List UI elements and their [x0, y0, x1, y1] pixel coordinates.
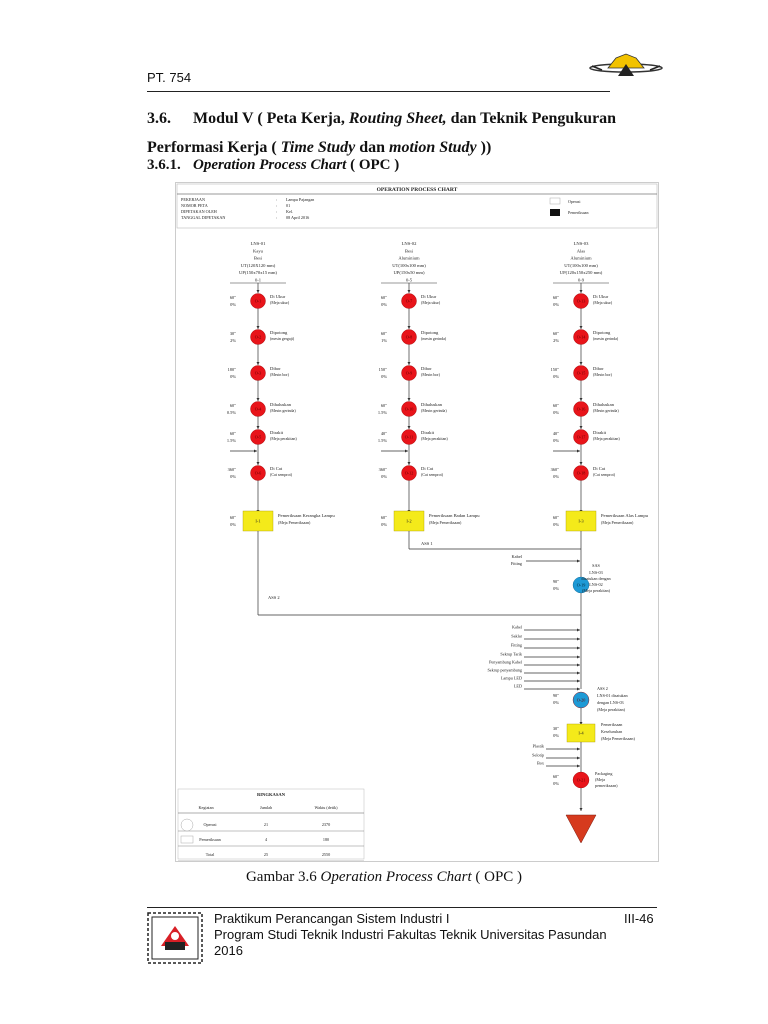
- info-label-0: PEKERJAAN: [181, 197, 205, 202]
- info-colon-3: :: [276, 215, 278, 220]
- col2-op-2-time: 60": [380, 331, 387, 336]
- col3-op-4-label: Dihaluskan: [593, 402, 614, 407]
- sas-op-time: 90": [552, 579, 559, 584]
- col2-op-5-code: O-11: [404, 434, 414, 440]
- input2-arrow-0-head: [577, 629, 580, 632]
- col2-op-6-sub: (Cat semprot): [421, 472, 444, 477]
- col1-op-4-sub: (Mesin gerinda): [270, 408, 296, 413]
- footer-rule: [147, 907, 657, 908]
- info-value-0: Lampu Pajangan: [286, 197, 315, 202]
- col2-op-5-label: Dirakit: [421, 430, 435, 435]
- input2-label-4: Penyambung Kabel: [489, 659, 522, 665]
- col1-op-6-label: Di Cat: [270, 466, 283, 471]
- asm2-op-time: 90": [552, 693, 559, 698]
- col3-op-2-label: Dipotong: [593, 330, 611, 335]
- pack-op-line-2: pemeriksaan): [595, 783, 618, 788]
- pack-input-label-2: Box: [537, 760, 544, 766]
- col1-insp-time: 60": [229, 515, 236, 520]
- col2-op-5-time: 40": [380, 431, 387, 436]
- info-label-2: DIPETAKAN OLEH: [181, 209, 217, 214]
- col1-op-1-code: O-1: [254, 298, 262, 304]
- final-insp-time: 30": [552, 726, 559, 731]
- col3-op-5-sub: (Meja perakitan): [593, 436, 620, 441]
- col3-flow-3-head: [580, 398, 583, 401]
- info-colon-1: :: [276, 203, 278, 208]
- col2-op-1-label: Di Ukur: [421, 294, 437, 299]
- input2-label-5: Sekrup penyambung: [487, 667, 522, 673]
- col2-head-3: UT(100x100 mm): [392, 262, 426, 268]
- col3-input-5-head: [577, 450, 580, 453]
- summary-row-2-name: Total: [205, 852, 215, 857]
- col2-op-6-code: O-12: [404, 470, 414, 476]
- col3-insp-time: 60": [552, 515, 559, 520]
- input2-arrow-1-head: [577, 638, 580, 641]
- section-title-line2c: )): [476, 139, 492, 156]
- section-title-line2b: dan: [355, 139, 390, 156]
- info-value-2: Kel.: [286, 209, 294, 214]
- final-insp-line-1: Keseluruhan: [601, 729, 623, 734]
- col3-op-2-sub: (mesin gerinda): [593, 336, 619, 341]
- col2-op-5-pct: 1.5%: [377, 438, 387, 443]
- col1-op-5-time: 60": [229, 431, 236, 436]
- col3-flow-start-head: [580, 290, 583, 293]
- col3-op-6-code: O-18: [576, 470, 586, 476]
- flow-to-storage-head: [580, 808, 583, 811]
- col2-insp-code: I-2: [406, 518, 412, 524]
- col1-head-2: Besi: [253, 255, 263, 261]
- pack-op-time: 60": [552, 774, 559, 779]
- col1-insp-sub: (Meja Pemeriksaan): [278, 520, 311, 525]
- col3-op-1-time: 60": [552, 295, 559, 300]
- col3-head-4: UP(120x150x250 mm): [559, 270, 603, 276]
- legend-insp-swatch: [550, 209, 560, 216]
- col2-flow-2-head: [408, 362, 411, 365]
- col1-op-6-code: O-6: [254, 470, 262, 476]
- col3-op-5-time: 40": [552, 431, 559, 436]
- pack-input-label-0: Plastik: [532, 743, 544, 749]
- section-title-line2a: Performasi Kerja (: [147, 139, 281, 156]
- col1-op-2-pct: 2%: [230, 338, 236, 343]
- col3-op-1-pct: 0%: [553, 302, 559, 307]
- col2-insp-time: 60": [380, 515, 387, 520]
- col3-op-2-time: 60": [552, 331, 559, 336]
- col3-op-6-sub: (Cat semprot): [593, 472, 616, 477]
- pack-op-line-0: Packaging: [595, 771, 613, 776]
- final-insp-code: I-4: [578, 730, 584, 736]
- col2-input-5-head: [405, 450, 408, 453]
- col1-head-1: Kayu: [253, 248, 263, 254]
- input2-arrow-6-head: [577, 680, 580, 683]
- university-logo-icon: [588, 52, 664, 82]
- col3-op-4-pct: 0%: [553, 410, 559, 415]
- col3-op-2-pct: 2%: [553, 338, 559, 343]
- col1-op-3-time: 180": [227, 367, 236, 372]
- asm2-op-line-2: dengan LNS-03: [597, 700, 624, 705]
- col1-insp-code: I-1: [255, 518, 261, 524]
- input2-arrow-5-head: [577, 672, 580, 675]
- col2-op-4-pct: 1.5%: [377, 410, 387, 415]
- col1-op-2-time: 30": [229, 331, 236, 336]
- col2-op-4-time: 60": [380, 403, 387, 408]
- col1-op-4-pct: 0.5%: [226, 410, 236, 415]
- col2-op-6-time: 360": [378, 467, 387, 472]
- col3-op-5-pct: 0%: [553, 438, 559, 443]
- col1-input-5-head: [254, 450, 257, 453]
- summary-row-1-name: Pemeriksaan: [199, 837, 221, 842]
- col1-head-4: UP(150x70x15 mm): [239, 270, 277, 276]
- opc-diagram: [176, 183, 658, 861]
- col2-op-1-sub: (Meja ukur): [421, 300, 441, 305]
- input2-arrow-7-head: [577, 688, 580, 691]
- pack-input-arrow-1-head: [577, 757, 580, 760]
- caption-italic: Operation Process Chart: [320, 869, 472, 885]
- col3-flow-4-head: [580, 426, 583, 429]
- col3-insp-label: Pemeriksaan Alas Lampu: [601, 513, 648, 518]
- summary-row-0-name: Operasi: [203, 822, 217, 827]
- summary-header-1: Jumlah: [259, 805, 273, 810]
- col2-op-6-label: Di Cat: [421, 466, 434, 471]
- header-code: PT. 754: [147, 70, 192, 85]
- pack-input-arrow-0-head: [577, 748, 580, 751]
- input2-arrow-3-head: [577, 656, 580, 659]
- col3-insp-code: I-3: [578, 518, 584, 524]
- footer-line2: Program Studi Teknik Industri Fakultas Teknik Universitas Pasundan: [214, 927, 607, 942]
- input2-label-3: Sekrup Tarik: [500, 651, 522, 657]
- col2-head-2: Aluminium: [398, 255, 420, 261]
- fitting-label: Fitting: [510, 561, 522, 566]
- section-number: 3.6.: [147, 110, 171, 127]
- col1-op-5-code: O-5: [254, 434, 262, 440]
- col1-flow-4-head: [257, 426, 260, 429]
- col1-insp-label: Pemeriksaan Kerangka Lampu: [278, 513, 335, 518]
- footer-line3: 2016: [214, 943, 243, 958]
- col1-flow-1-head: [257, 326, 260, 329]
- col3-op-4-time: 60": [552, 403, 559, 408]
- col1-op-4-label: Dihaluskan: [270, 402, 291, 407]
- summary-row-2-time: 2550: [321, 852, 331, 857]
- footer-line1: Praktikum Perancangan Sistem Industri I: [214, 911, 450, 926]
- col1-op-2-sub: (mesin gergaji): [270, 336, 295, 341]
- subsection-suffix: ( OPC ): [346, 157, 400, 173]
- col3-op-4-code: O-16: [576, 406, 586, 412]
- col1-op-6-pct: 0%: [230, 474, 236, 479]
- col3-flow-5-head: [580, 462, 583, 465]
- col2-op-2-pct: 1%: [381, 338, 387, 343]
- input2-label-7: LED: [513, 683, 522, 689]
- col3-op-3-sub: (Mesin bor): [593, 372, 612, 377]
- opc-chart: [175, 182, 659, 862]
- section-title-italic2: Time Study: [280, 139, 356, 156]
- col3-op-4-sub: (Mesin gerinda): [593, 408, 619, 413]
- kabel-label: Kabel: [511, 554, 522, 559]
- input2-label-6: Lampu LED: [500, 675, 522, 681]
- chart-title: OPERATION PROCESS CHART: [376, 187, 458, 193]
- col1-op-3-pct: 0%: [230, 374, 236, 379]
- asm2-op-pct: 0%: [553, 700, 559, 705]
- col2-op-3-pct: 0%: [381, 374, 387, 379]
- info-label-1: NOMOR PETA: [181, 203, 208, 208]
- col1-op-1-time: 60": [229, 295, 236, 300]
- sas-op-line-2: LNS-02: [589, 582, 603, 587]
- col2-insp-sub: (Meja Pemeriksaan): [429, 520, 462, 525]
- col3-op-3-code: O-15: [576, 370, 586, 376]
- input2-label-2: Fitting: [510, 642, 522, 648]
- legend-op-swatch: [550, 198, 560, 204]
- section-title-part1: Modul V ( Peta Kerja,: [193, 110, 349, 127]
- col3-op-6-label: Di Cat: [593, 466, 606, 471]
- col1-flow-5-head: [257, 462, 260, 465]
- col1-flow-2-head: [257, 362, 260, 365]
- col1-op-2-code: O-2: [254, 334, 262, 340]
- col1-head-5: 0-1: [254, 277, 262, 283]
- col3-head-2: Aluminium: [570, 255, 592, 261]
- col1-op-5-label: Dirakit: [270, 430, 284, 435]
- final-insp-line-0: Pemeriksaan: [601, 722, 623, 727]
- summary-header-2: Waktu (detik): [314, 805, 338, 810]
- col2-insp-pct: 0%: [381, 522, 387, 527]
- col2-op-1-pct: 0%: [381, 302, 387, 307]
- col2-head-5: 0-5: [405, 277, 413, 283]
- sas-op-code: O-19: [576, 582, 586, 588]
- col3-insp-pct: 0%: [553, 522, 559, 527]
- legend-insp-label: Pemeriksaan: [568, 210, 589, 215]
- col3-op-6-pct: 0%: [553, 474, 559, 479]
- col3-head-5: 0-9: [577, 277, 585, 283]
- col2-op-6-pct: 0%: [381, 474, 387, 479]
- col2-head-0: LNS-02: [401, 241, 417, 246]
- caption-prefix: Gambar 3.6: [245, 869, 321, 885]
- info-colon-2: :: [276, 209, 278, 214]
- summary-title: RINGKASAN: [256, 792, 286, 797]
- col3-op-3-time: 150": [550, 367, 559, 372]
- col1-op-1-pct: 0%: [230, 302, 236, 307]
- col3-op-3-pct: 0%: [553, 374, 559, 379]
- col1-flow-3-head: [257, 398, 260, 401]
- footer-page-number: III-46: [624, 911, 654, 926]
- col2-op-1-code: O-7: [405, 298, 413, 304]
- summary-header-0: Kegiatan: [198, 805, 214, 810]
- col2-op-5-sub: (Meja perakitan): [421, 436, 448, 441]
- sas-op-line-3: (Meja perakitan): [581, 588, 611, 593]
- col2-op-3-time: 150": [378, 367, 387, 372]
- section-title-italic3: motion Study: [389, 139, 477, 156]
- col1-op-5-pct: 1.5%: [226, 438, 236, 443]
- col2-flow-4-head: [408, 426, 411, 429]
- col3-head-3: UT(100x100 mm): [564, 262, 598, 268]
- sas-label: SAS: [592, 563, 600, 568]
- col2-head-1: Besi: [404, 248, 414, 254]
- col3-op-2-code: O-14: [576, 334, 586, 340]
- col1-op-5-sub: (Meja perakitan): [270, 436, 297, 441]
- summary-insp-symbol: [181, 836, 193, 843]
- col1-op-4-time: 60": [229, 403, 236, 408]
- info-value-1: 01: [286, 203, 291, 208]
- summary-row-0-count: 21: [263, 822, 269, 827]
- summary-row-1-count: 4: [264, 837, 268, 842]
- input2-arrow-2-head: [577, 647, 580, 650]
- col1-op-3-label: Dibor: [270, 366, 281, 371]
- info-label-3: TANGGAL DIPETAKAN: [181, 215, 226, 220]
- col3-head-1: Alas: [576, 248, 586, 254]
- input2-label-1: Saklar: [511, 633, 522, 639]
- col2-flow-5-head: [408, 462, 411, 465]
- pack-op-pct: 0%: [553, 781, 559, 786]
- input2-arrow-4-head: [577, 664, 580, 667]
- col1-head-3: UT(120X120 mm): [240, 262, 276, 268]
- subsection-heading: [147, 157, 399, 174]
- col3-flow-1-head: [580, 326, 583, 329]
- footer-text: [214, 911, 607, 959]
- col2-flow-3-head: [408, 398, 411, 401]
- info-value-3: 08 April 2016: [286, 215, 310, 220]
- col1-op-6-sub: (Cat semprot): [270, 472, 293, 477]
- col2-op-3-code: O-9: [405, 370, 413, 376]
- summary-op-symbol: [181, 819, 193, 831]
- storage-triangle: [566, 815, 596, 843]
- col2-op-3-label: Dibor: [421, 366, 432, 371]
- col3-op-1-label: Di Ukur: [593, 294, 609, 299]
- col1-op-6-time: 360": [227, 467, 236, 472]
- asm2-op-line-1: LNS-01 disatukan: [597, 693, 628, 698]
- section-title-italic1: Routing Sheet,: [348, 110, 447, 127]
- col3-insp-sub: (Meja Pemeriksaan): [601, 520, 634, 525]
- col3-op-1-sub: (Meja ukur): [593, 300, 613, 305]
- col3-op-5-label: Dirakit: [593, 430, 607, 435]
- pack-op-line-1: (Meja: [595, 777, 605, 782]
- subsection-number: 3.6.1.: [147, 157, 181, 173]
- col1-op-3-sub: (Mesin bor): [270, 372, 289, 377]
- col1-head-0: LNS-01: [250, 241, 266, 246]
- sas-op-line-1: disatukan dengan: [581, 576, 611, 581]
- sas-op-pct: 0%: [553, 586, 559, 591]
- col2-op-2-code: O-8: [405, 334, 413, 340]
- input2-label-0: Kabel: [512, 624, 522, 630]
- footer-logo-icon: [147, 912, 203, 964]
- col2-op-2-sub: (mesin gerinda): [421, 336, 447, 341]
- figure-caption: [0, 869, 768, 886]
- col1-op-1-sub: (Meja ukur): [270, 300, 290, 305]
- section-title-part2: dan Teknik Pengukuran: [446, 110, 617, 127]
- col2-flow-1-head: [408, 326, 411, 329]
- col1-op-1-label: Di Ukur: [270, 294, 286, 299]
- summary-row-1-time: 180: [322, 837, 330, 842]
- legend-op-label: Operasi: [568, 199, 581, 204]
- kabel-input-head: [577, 560, 580, 563]
- col3-head-0: LNS-03: [573, 241, 589, 246]
- sas-op-line-0: LNS-03: [589, 570, 603, 575]
- col2-op-2-label: Dipotong: [421, 330, 439, 335]
- col2-op-3-sub: (Mesin bor): [421, 372, 440, 377]
- col2-op-4-code: O-10: [404, 406, 414, 412]
- col3-op-3-label: Dibor: [593, 366, 604, 371]
- header-rule: [147, 91, 610, 92]
- col1-op-4-code: O-4: [254, 406, 262, 412]
- col3-op-6-time: 360": [550, 467, 559, 472]
- final-insp-line-2: (Meja Pemeriksaan): [601, 736, 635, 741]
- col1-insp-pct: 0%: [230, 522, 236, 527]
- asm2-op-code: O-20: [576, 697, 586, 703]
- pack-input-label-1: Selotip: [532, 752, 544, 758]
- pack-op-code: O-21: [576, 777, 586, 783]
- col2-op-4-label: Dihaluskan: [421, 402, 442, 407]
- col1-flow-start-head: [257, 290, 260, 293]
- summary-row-0-time: 2370: [321, 822, 331, 827]
- col3-flow-2-head: [580, 362, 583, 365]
- caption-suffix: ( OPC ): [471, 869, 523, 885]
- col2-insp-label: Pemeriksaan Badan Lampu: [429, 513, 480, 518]
- col3-op-5-code: O-17: [576, 434, 586, 440]
- pack-input-arrow-2-head: [577, 765, 580, 768]
- col3-op-1-code: O-13: [576, 298, 586, 304]
- col2-head-4: UP(150x50 mm): [393, 270, 425, 276]
- col2-op-1-time: 60": [380, 295, 387, 300]
- asm1-label: ASS 1: [421, 541, 433, 546]
- col2-flow-start-head: [408, 290, 411, 293]
- asm2-op-line-3: (Meja perakitan): [597, 707, 626, 712]
- col1-op-2-label: Dipotong: [270, 330, 288, 335]
- col1-op-3-code: O-3: [254, 370, 262, 376]
- asm2-label: ASS 2: [268, 595, 280, 600]
- summary-row-2-count: 25: [263, 852, 269, 857]
- final-insp-pct: 0%: [553, 733, 559, 738]
- section-heading: [147, 104, 667, 162]
- subsection-title: Operation Process Chart: [193, 157, 347, 173]
- asm2-op-line-0: ASS 2: [597, 686, 608, 691]
- col2-op-4-sub: (Mesin gerinda): [421, 408, 447, 413]
- info-colon-0: :: [276, 197, 278, 202]
